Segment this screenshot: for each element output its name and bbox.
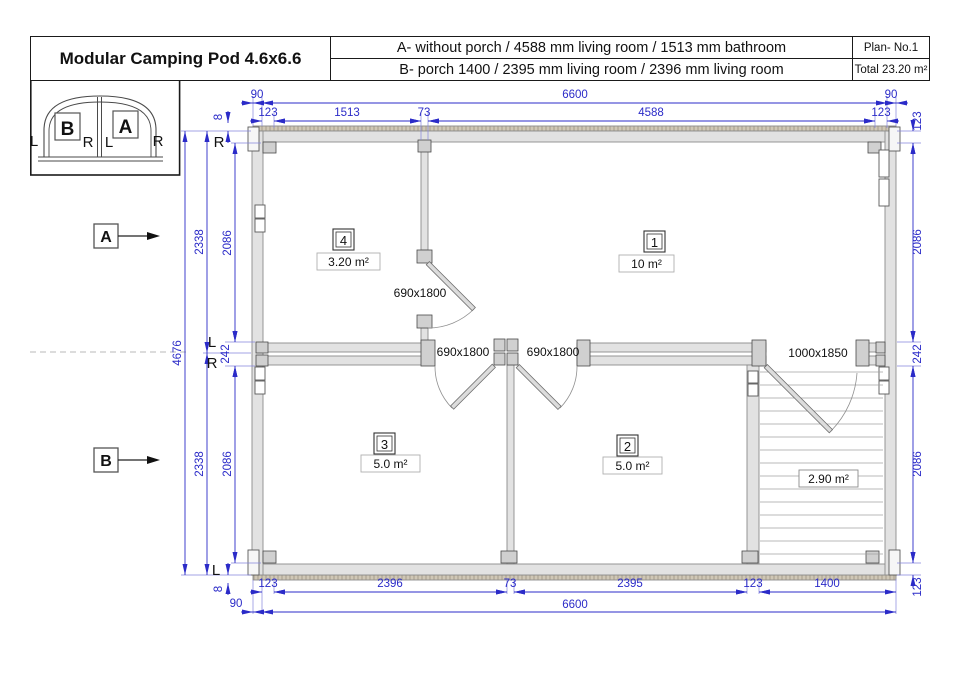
dim-bottom-offset-left: 90 <box>229 598 243 610</box>
wall-mid-a2 <box>577 343 766 352</box>
plan-number: Plan- No.1 <box>853 37 929 59</box>
dim-bottom-overall: 6600 <box>562 599 588 611</box>
dim-bottom-wall: 73 <box>503 578 517 590</box>
section-arrow-a-icon <box>147 232 160 240</box>
dim-bottom-room2: 2395 <box>617 578 643 590</box>
pod-label-mid-left: L <box>104 134 114 151</box>
room-2-number: 2 <box>623 439 632 454</box>
door-leaf-hall-right <box>516 365 561 410</box>
dim-bottom-corner-mid: 123 <box>743 578 763 590</box>
room-4-area: 3.20 m² <box>328 255 369 269</box>
variant-b-note: B- porch 1400 / 2395 mm living room / 2396 mm living room <box>399 61 784 78</box>
dim-left-overall: 4676 <box>172 340 184 366</box>
room-4-number: 4 <box>339 233 348 248</box>
pod-label-mid-right: R <box>82 134 94 151</box>
dim-right-corner-bottom: 123 <box>912 577 924 597</box>
dim-left-gap: 242 <box>220 344 232 364</box>
dim-left-interior-b: 2086 <box>222 451 234 477</box>
wall-bathroom-upper <box>421 142 428 250</box>
wall-letter-mid-lower: R <box>206 355 218 372</box>
dim-top-bathroom: 1513 <box>334 107 360 119</box>
pod-section-key <box>30 80 180 175</box>
section-marker-a <box>94 224 160 248</box>
section-marker-a-letter: A <box>100 229 112 246</box>
total-area: Total 23.20 m² <box>854 63 928 76</box>
dim-right-interior-a: 2086 <box>912 229 924 255</box>
wall-letter-top: R <box>213 134 225 151</box>
dim-bottom-clad: 8 <box>213 585 225 593</box>
door-leaf-hall-left <box>451 364 496 409</box>
door-label-hall-right: 690x1800 <box>526 345 580 359</box>
wall-top <box>253 131 896 142</box>
dim-top-clad: 8 <box>213 113 225 121</box>
dim-top-overall: 6600 <box>562 89 588 101</box>
dim-top-living: 4588 <box>638 107 664 119</box>
door-arc-hall-right <box>560 366 577 408</box>
plan-info <box>853 37 929 80</box>
cladding-bottom <box>253 575 896 580</box>
porch-area: 2.90 m² <box>808 472 849 486</box>
porch-decking <box>760 372 883 554</box>
dim-bottom-porch: 1400 <box>814 578 840 590</box>
dim-right-gap: 242 <box>912 344 924 364</box>
dim-right-interior-b: 2086 <box>912 451 924 477</box>
section-marker-b <box>94 448 160 472</box>
variant-notes <box>331 37 853 80</box>
wall-room-divider <box>507 365 514 564</box>
cladding-top <box>253 126 896 131</box>
pod-label-outer-left: L <box>29 133 39 150</box>
dim-top-corner-left: 123 <box>258 107 278 119</box>
wall-letter-bottom: L <box>211 562 221 579</box>
wall-mid-a1 <box>263 343 433 352</box>
dim-bottom-room3: 2396 <box>377 578 403 590</box>
title-block <box>30 36 930 81</box>
section-arrow-b-icon <box>147 456 160 464</box>
dim-left-module-a: 2338 <box>194 229 206 255</box>
door-arc-hall-left <box>435 366 452 408</box>
room-3-number: 3 <box>380 437 389 452</box>
dim-right-corner-top: 123 <box>912 111 924 131</box>
dim-top-wall: 73 <box>417 107 431 119</box>
dim-bottom-corner-left: 123 <box>258 578 278 590</box>
wall-bottom <box>253 564 896 575</box>
room-1-number: 1 <box>650 235 659 250</box>
pod-label-half-a: A <box>118 117 133 138</box>
room-3-area: 5.0 m² <box>373 457 408 471</box>
door-arc-porch <box>831 373 857 431</box>
dim-top-offset-right: 90 <box>884 89 898 101</box>
pod-label-outer-right: R <box>152 133 164 150</box>
door-label-bathroom: 690x1800 <box>393 286 447 300</box>
dim-left-interior-a: 2086 <box>222 230 234 256</box>
wall-mid-b2 <box>577 356 766 365</box>
room-1-area: 10 m² <box>631 257 662 271</box>
door-label-hall-left: 690x1800 <box>436 345 490 359</box>
room-2-area: 5.0 m² <box>615 459 650 473</box>
dim-top-corner-right: 123 <box>871 107 891 119</box>
dim-left-module-b: 2338 <box>194 451 206 477</box>
wall-mid-b1 <box>263 356 433 365</box>
variant-a-note: A- without porch / 4588 mm living room / 1513 mm bathroom <box>331 37 852 59</box>
wall-letter-mid-upper: L <box>207 334 217 351</box>
door-leaf-porch <box>764 365 832 433</box>
pod-label-half-b: B <box>60 119 75 140</box>
section-marker-b-letter: B <box>100 453 112 470</box>
door-label-porch: 1000x1850 <box>788 346 848 360</box>
door-arc-bathroom <box>428 309 474 328</box>
dim-top-offset-left: 90 <box>250 89 264 101</box>
drawing-title: Modular Camping Pod 4.6x6.6 <box>31 37 331 80</box>
